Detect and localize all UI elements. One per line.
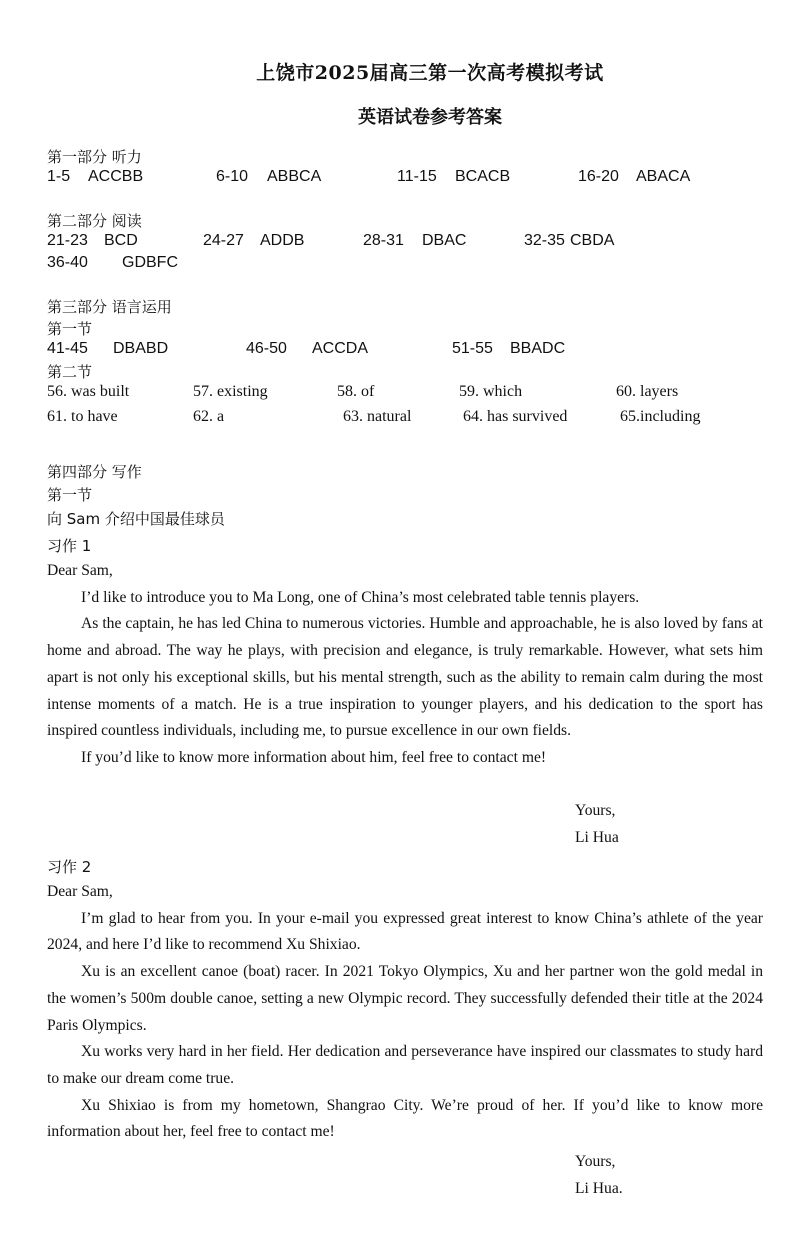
part1-answers (0, 168, 800, 190)
answer-range: 16-20 (578, 168, 619, 185)
part1-heading: 第一部分 听力 (47, 148, 142, 166)
essay1-greeting: Dear Sam, (47, 562, 113, 579)
essay2-paragraph: I’m glad to hear from you. In your e-mail you expressed great interest to know China’s athlete of the year 2024, and here I’d like to recommend Xu Shixiao. (47, 909, 763, 954)
answer-key: ABBCA (267, 168, 322, 185)
fill-answer: 60. layers (616, 383, 679, 400)
essay1-body (47, 558, 763, 772)
essay2-paragraph: Xu works very hard in her field. Her dedication and perseverance have inspired our classmates to study hard to make our dream come true. (47, 1043, 763, 1087)
part3-answers (0, 340, 800, 362)
answer-range: 32-35 (524, 232, 565, 249)
answer-key: ACCDA (312, 340, 369, 357)
answer-range: 28-31 (363, 232, 404, 249)
fill-answers-row2 (0, 408, 800, 430)
fill-answer: 56. was built (47, 383, 130, 400)
fill-answer: 64. has survived (463, 408, 568, 425)
answer-key: BCD (104, 232, 138, 249)
answer-key: ABACA (636, 168, 691, 185)
answer-range: 41-45 (47, 340, 88, 357)
part2-answers-row1 (0, 232, 800, 254)
answer-range: 46-50 (246, 340, 287, 357)
essay2-closing: Yours, (575, 1153, 616, 1170)
exam-subtitle: 英语试卷参考答案 (358, 107, 502, 128)
fill-answer: 57. existing (193, 383, 268, 400)
essay1-signature: Li Hua (575, 829, 619, 846)
essay1-paragraph: If you’d like to know more information about him, feel free to contact me! (81, 748, 547, 766)
fill-answer: 62. a (193, 408, 225, 425)
answer-range: 24-27 (203, 232, 244, 249)
part2-answers-row2 (0, 254, 800, 276)
essay1-paragraph: I’d like to introduce you to Ma Long, one of China’s most celebrated table tennis players. (81, 588, 640, 606)
essay1-closing: Yours, (575, 802, 616, 819)
fill-answers-row1 (0, 383, 800, 405)
exam-title: 上饶市2025届高三第一次高考模拟考试 (256, 62, 604, 84)
answer-range: 1-5 (47, 168, 71, 185)
essay2-signature: Li Hua. (575, 1180, 623, 1197)
essay2-label: 习作 2 (47, 858, 92, 876)
essay2-paragraph: Xu Shixiao is from my hometown, Shangrao City. We’re proud of her. If you’d like to know more information about her, feel free to contact me! (47, 1096, 763, 1141)
answer-key: BCACB (455, 168, 511, 185)
answer-range: 21-23 (47, 232, 88, 249)
fill-answer: 65.including (620, 408, 701, 425)
part4-section1: 第一节 (47, 486, 93, 504)
part4-heading: 第四部分 写作 (47, 463, 142, 481)
writing-prompt: 向 Sam 介绍中国最佳球员 (47, 510, 225, 528)
essay2-greeting: Dear Sam, (47, 883, 113, 900)
answer-key: DBAC (422, 232, 467, 249)
answer-range: 36-40 (47, 254, 88, 271)
answer-key: CBDA (570, 232, 615, 249)
essay1-label: 习作 1 (47, 537, 92, 555)
part3-section1: 第一节 (47, 320, 93, 338)
essay2-body (47, 879, 763, 1146)
answer-key: ADDB (260, 232, 305, 249)
part2-heading: 第二部分 阅读 (47, 212, 142, 230)
part3-heading: 第三部分 语言运用 (47, 298, 172, 316)
fill-answer: 61. to have (47, 408, 118, 425)
essay2-paragraph: Xu is an excellent canoe (boat) racer. In 2021 Tokyo Olympics, Xu and her partner won the gold medal in the women’s 500m double canoe, setting a new Olympic record. They successfully defended their title at the 2024 Paris Olympics. (47, 963, 763, 1034)
answer-range: 6-10 (216, 168, 249, 185)
answer-key: DBABD (113, 340, 169, 357)
fill-answer: 59. which (459, 383, 523, 400)
answer-key: BBADC (510, 340, 566, 357)
fill-answer: 63. natural (343, 408, 412, 425)
answer-range: 51-55 (452, 340, 493, 357)
answer-range: 11-15 (397, 168, 437, 185)
answer-key: ACCBB (88, 168, 144, 185)
part3-section2: 第二节 (47, 363, 93, 381)
essay1-paragraph: As the captain, he has led China to numerous victories. Humble and approachable, he is also loved by fans at home and abroad. The way he plays, with precision and elegance, is truly remarkable. However, what sets him apart is not only his exceptional skills, but his mental strength, such as the ability to remain calm during the most intense moments of a match. He is a true inspiration to younger players, and his dedication to the sport has inspired countless individuals, including me, to pursue excellence in our own fields. (47, 615, 763, 740)
answer-key: GDBFC (122, 254, 178, 271)
fill-answer: 58. of (337, 383, 375, 400)
